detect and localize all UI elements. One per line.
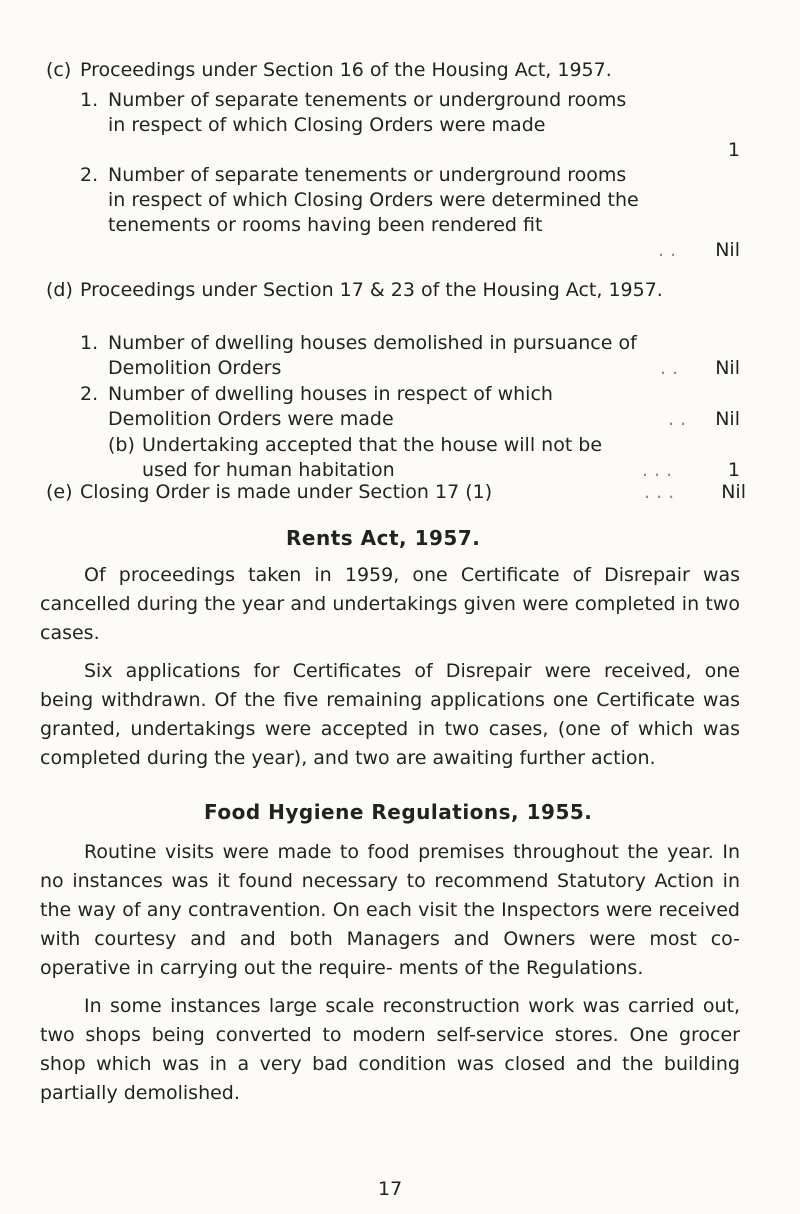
section-e-label: (e) [46, 481, 73, 503]
item-number: 1. [80, 332, 99, 354]
item-value: Nil [715, 357, 740, 379]
leader-dots: . . [668, 408, 687, 430]
item-text: Undertaking accepted that the house will not be used for human habitation [142, 434, 603, 481]
food-hygiene-body [40, 838, 740, 1108]
food-paragraph-1: Routine visits were made to food premises throughout the year. In no instances was it found necessary to recommend Statutory Action in the way of any contravention. On each visit the Inspectors were received with courtesy and and both Managers and Owners were most co-operative in carrying out the require- ments of the Regulations. [40, 841, 740, 979]
section-c-label: (c) [46, 59, 72, 81]
item-text: Number of separate tenements or underground rooms in respect of which Closing Orders were determined the tenements or rooms having been rendered fit [108, 164, 639, 236]
food-paragraph-2: In some instances large scale reconstruction work was carried out, two shops being converted to modern self-service stores. One grocer shop which was in a very bad condition was closed and the building partially demolished. [40, 995, 740, 1104]
leader-dots: . . . [644, 481, 675, 503]
section-d [46, 278, 746, 481]
item-number: 1. [80, 89, 99, 111]
section-e-title: Closing Order is made under Section 17 (1) [80, 481, 493, 503]
rents-act-body [40, 561, 740, 773]
item-text: Number of dwelling houses demolished in pursuance of Demolition Orders [108, 332, 637, 379]
section-c-title: Proceedings under Section 16 of the Housing Act, 1957. [80, 59, 612, 81]
item-text: Number of separate tenements or underground rooms in respect of which Closing Orders were made [108, 89, 627, 136]
item-text: Number of dwelling houses in respect of which Demolition Orders were made [108, 383, 553, 430]
section-c [46, 58, 746, 268]
item-number: (b) [108, 434, 135, 456]
section-c-item-2 [80, 163, 740, 273]
leader-dots: . . [658, 239, 677, 261]
rents-act-heading: Rents Act, 1957. [286, 526, 481, 550]
item-number: 2. [80, 164, 99, 186]
rents-paragraph-2: Six applications for Certificates of Disrepair were received, one being withdrawn. Of the five remaining applications one Certificate was granted, undertakings were accepted in two cases, (one of which was completed during the year), and two are awaiting further action. [40, 660, 740, 769]
item-number: 2. [80, 383, 99, 405]
page-number: 17 [378, 1178, 403, 1200]
item-value: Nil [715, 408, 740, 430]
item-value: 1 [727, 139, 740, 161]
section-e [46, 480, 746, 508]
leader-dots: . . [660, 357, 679, 379]
food-hygiene-heading: Food Hygiene Regulations, 1955. [204, 800, 593, 824]
leader-dots: . . . [642, 459, 673, 481]
section-d-title: Proceedings under Section 17 & 23 of the Housing Act, 1957. [80, 279, 663, 301]
item-value: 1 [727, 459, 740, 481]
section-e-value: Nil [721, 481, 746, 503]
item-value: Nil [715, 239, 740, 261]
rents-paragraph-1: Of proceedings taken in 1959, one Certificate of Disrepair was cancelled during the year and undertakings given were completed in two cases. [40, 564, 740, 644]
section-d-label: (d) [46, 279, 73, 301]
